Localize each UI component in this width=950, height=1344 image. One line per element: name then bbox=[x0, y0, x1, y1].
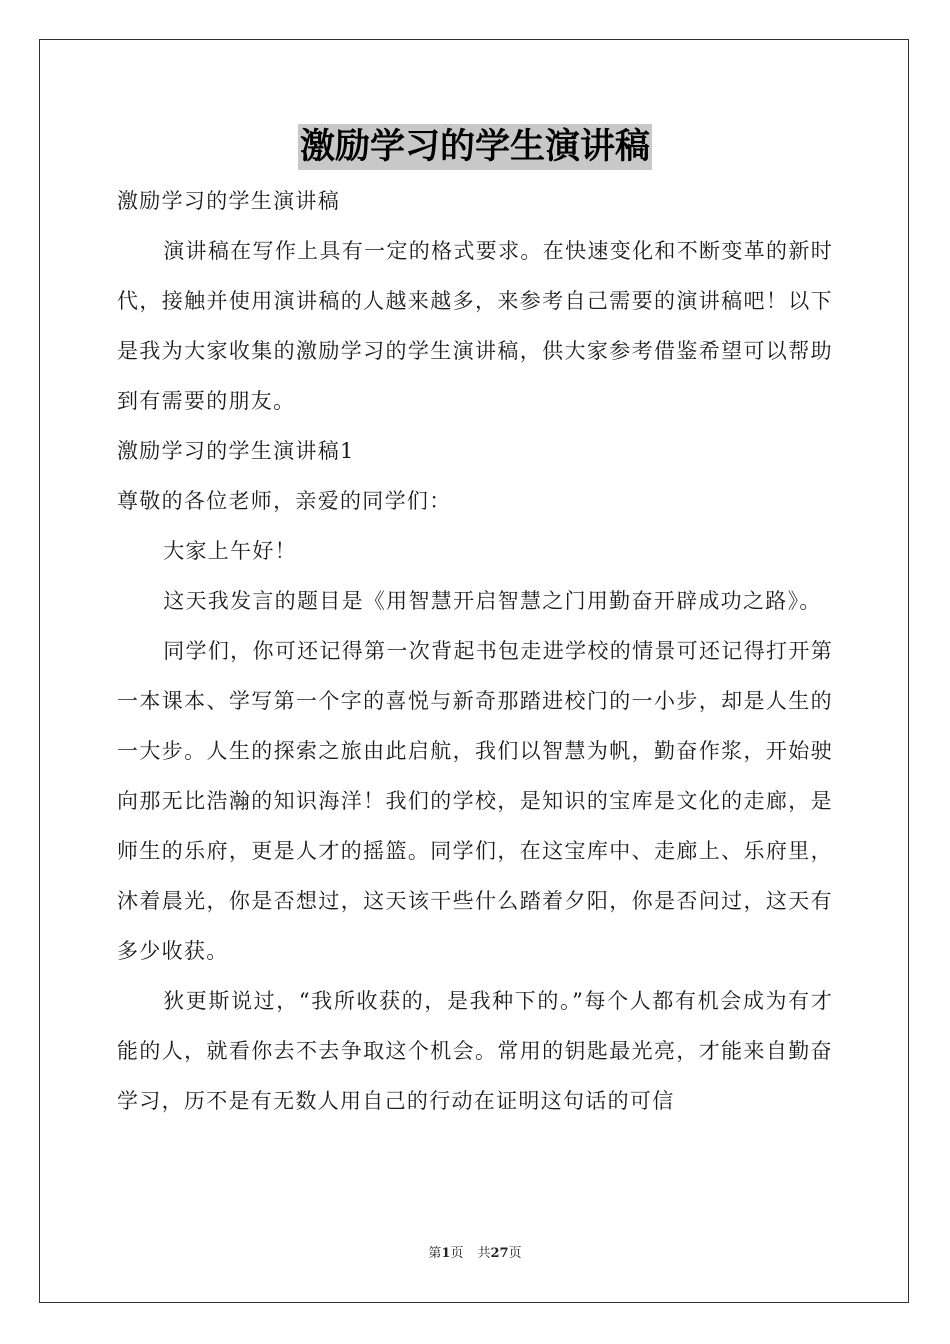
paragraph: 这天我发言的题目是《用智慧开启智慧之门用勤奋开辟成功之路》。 bbox=[163, 589, 822, 613]
paragraph: 激励学习的学生演讲稿1 bbox=[117, 439, 355, 463]
total-suffix: 页 bbox=[508, 1246, 522, 1261]
total-pages: 27 bbox=[490, 1246, 509, 1261]
page-prefix: 第 bbox=[428, 1246, 442, 1261]
paragraph: 演讲稿在写作上具有一定的格式要求。在快速变化和不断变革的新时代，接触并使用演讲稿的人越来越多，来参考自己需要的演讲稿吧！以下是我为大家收集的激励学习的学生演讲稿，供大家参考借鉴希望可以帮助到有需要的朋友。 bbox=[117, 239, 833, 413]
paragraph: 狄更斯说过，“我所收获的，是我种下的。”每个人都有机会成为有才能的人，就看你去不去争取这个机会。常用的钥匙最光亮，才能来自勤奋学习，历不是有无数人用自己的行动在证明这句话的可信 bbox=[117, 989, 833, 1113]
paragraph: 大家上午好！ bbox=[163, 539, 297, 563]
title-container bbox=[0, 124, 950, 170]
paragraph: 同学们，你可还记得第一次背起书包走进学校的情景可还记得打开第一本课本、学写第一个字的喜悦与新奇那踏进校门的一小步，却是人生的一大步。人生的探索之旅由此启航，我们以智慧为帆，勤奋作浆，开始驶向那无比浩瀚的知识海洋！我们的学校，是知识的宝库是文化的走廊，是师生的乐府，更是人才的摇篮。同学们，在这宝库中、走廊上、乐府里，沐着晨光，你是否想过，这天该干些什么踏着夕阳，你是否问过，这天有多少收获。 bbox=[117, 639, 833, 963]
total-prefix: 共 bbox=[477, 1246, 491, 1261]
paragraph: 尊敬的各位老师，亲爱的同学们： bbox=[117, 489, 452, 513]
paragraph: 激励学习的学生演讲稿 bbox=[117, 189, 340, 213]
document-body bbox=[117, 176, 833, 1126]
page-suffix: 页 bbox=[450, 1246, 464, 1261]
document-title: 激励学习的学生演讲稿 bbox=[298, 124, 652, 170]
page-number: 1 bbox=[441, 1246, 451, 1261]
page-footer bbox=[0, 1245, 950, 1263]
